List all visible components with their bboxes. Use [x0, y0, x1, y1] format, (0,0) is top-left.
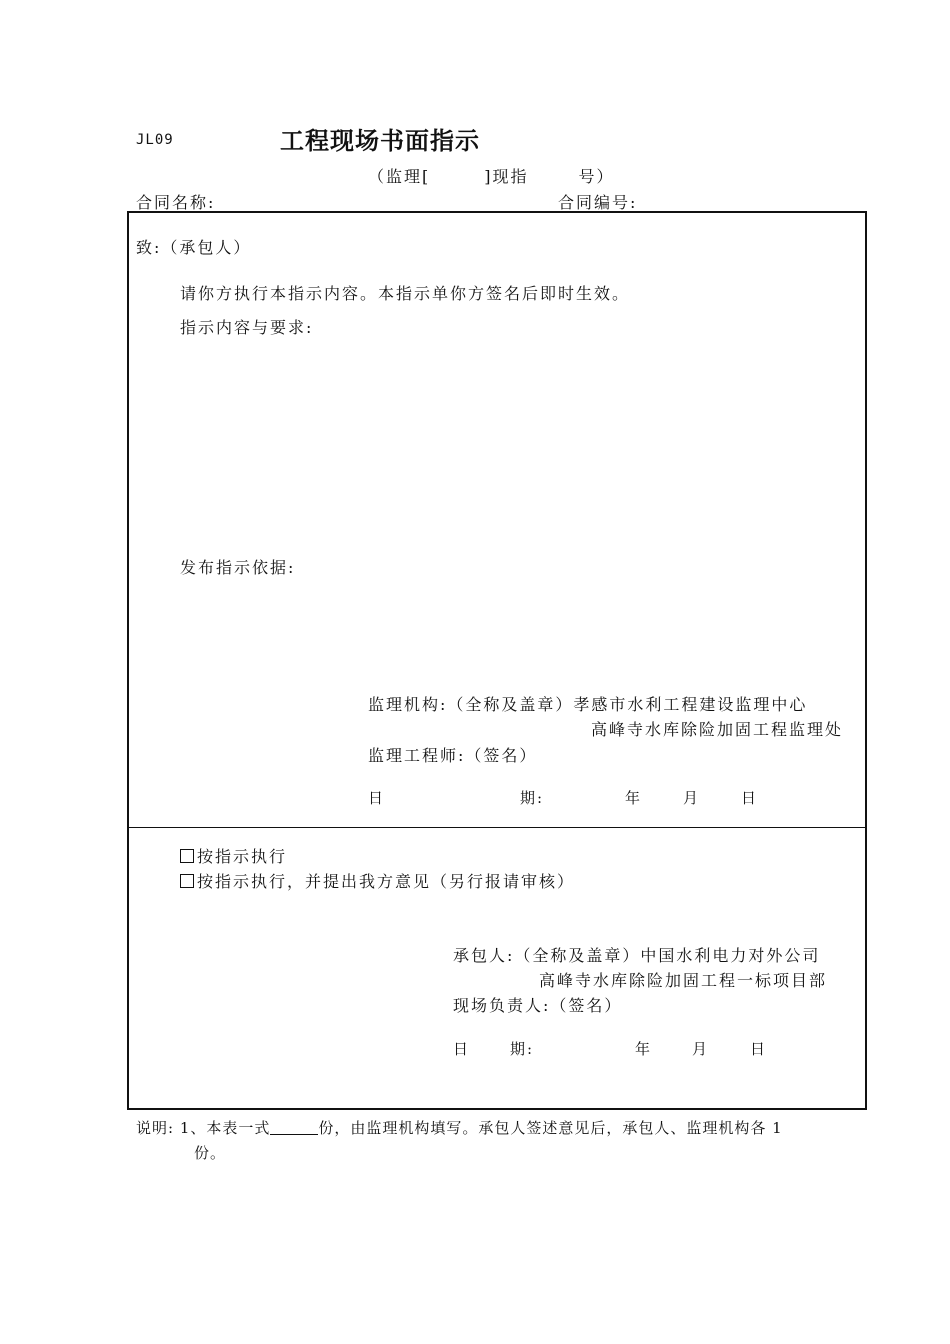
section-divider	[127, 827, 867, 828]
to-contractor-label: 致:（承包人）	[136, 238, 252, 257]
option-opinion-label: 按指示执行，并提出我方意见（另行报请审核）	[197, 872, 576, 891]
note-line2: 份。	[194, 1144, 227, 1162]
contractor-name-line2: 高峰寺水库除险加固工程一标项目部	[539, 971, 828, 990]
number-mid: ]现指	[484, 167, 529, 186]
option-execute-with-opinion	[180, 869, 575, 892]
supervision-date-ri: 日	[368, 789, 386, 807]
contractor-label: 承包人:（全称及盖章）	[453, 946, 641, 965]
copies-blank	[270, 1120, 318, 1135]
contractor-date-month: 月	[692, 1040, 710, 1058]
content-label: 指示内容与要求:	[180, 318, 314, 337]
contractor-date-ri: 日	[453, 1040, 471, 1058]
contractor-line	[453, 943, 820, 966]
contract-number-label: 合同编号:	[558, 193, 638, 212]
basis-label: 发布指示依据:	[180, 558, 296, 577]
option-opinion-checkbox	[180, 874, 194, 888]
supervision-org-label: 监理机构:（全称及盖章）	[368, 695, 574, 714]
supervision-date-qi: 期:	[520, 789, 545, 807]
contractor-name: 中国水利电力对外公司	[640, 946, 821, 965]
supervision-date-year: 年	[625, 789, 643, 807]
note-line1	[136, 1117, 783, 1138]
option-execute-label: 按指示执行	[197, 847, 288, 866]
note-suffix: 份，由监理机构填写。承包人签述意见后，承包人、监理机构各 1	[318, 1119, 783, 1137]
contractor-date-qi: 期:	[510, 1040, 535, 1058]
number-suffix: 号）	[578, 167, 615, 186]
supervision-org-name-line2: 高峰寺水库除险加固工程监理处	[591, 720, 844, 739]
supervision-org-line	[368, 692, 807, 715]
supervision-org-name: 孝感市水利工程建设监理中心	[573, 695, 808, 714]
site-manager-signature-label: 现场负责人:（签名）	[453, 996, 623, 1015]
intro-text: 请你方执行本指示内容。本指示单你方签名后即时生效。	[180, 284, 631, 303]
contract-name-label: 合同名称:	[136, 193, 216, 212]
number-prefix: （监理[	[368, 167, 431, 186]
option-execute	[180, 844, 287, 867]
form-code: JL09	[136, 132, 174, 148]
contractor-date-day: 日	[750, 1040, 768, 1058]
page-title: 工程现场书面指示	[280, 127, 480, 155]
note-prefix: 说明: 1、本表一式	[136, 1119, 271, 1137]
supervision-date-month: 月	[683, 789, 701, 807]
document-number-line	[368, 164, 615, 187]
option-execute-checkbox	[180, 849, 194, 863]
contractor-date-year: 年	[635, 1040, 653, 1058]
supervision-date-day: 日	[741, 789, 759, 807]
engineer-signature-label: 监理工程师:（签名）	[368, 746, 538, 765]
